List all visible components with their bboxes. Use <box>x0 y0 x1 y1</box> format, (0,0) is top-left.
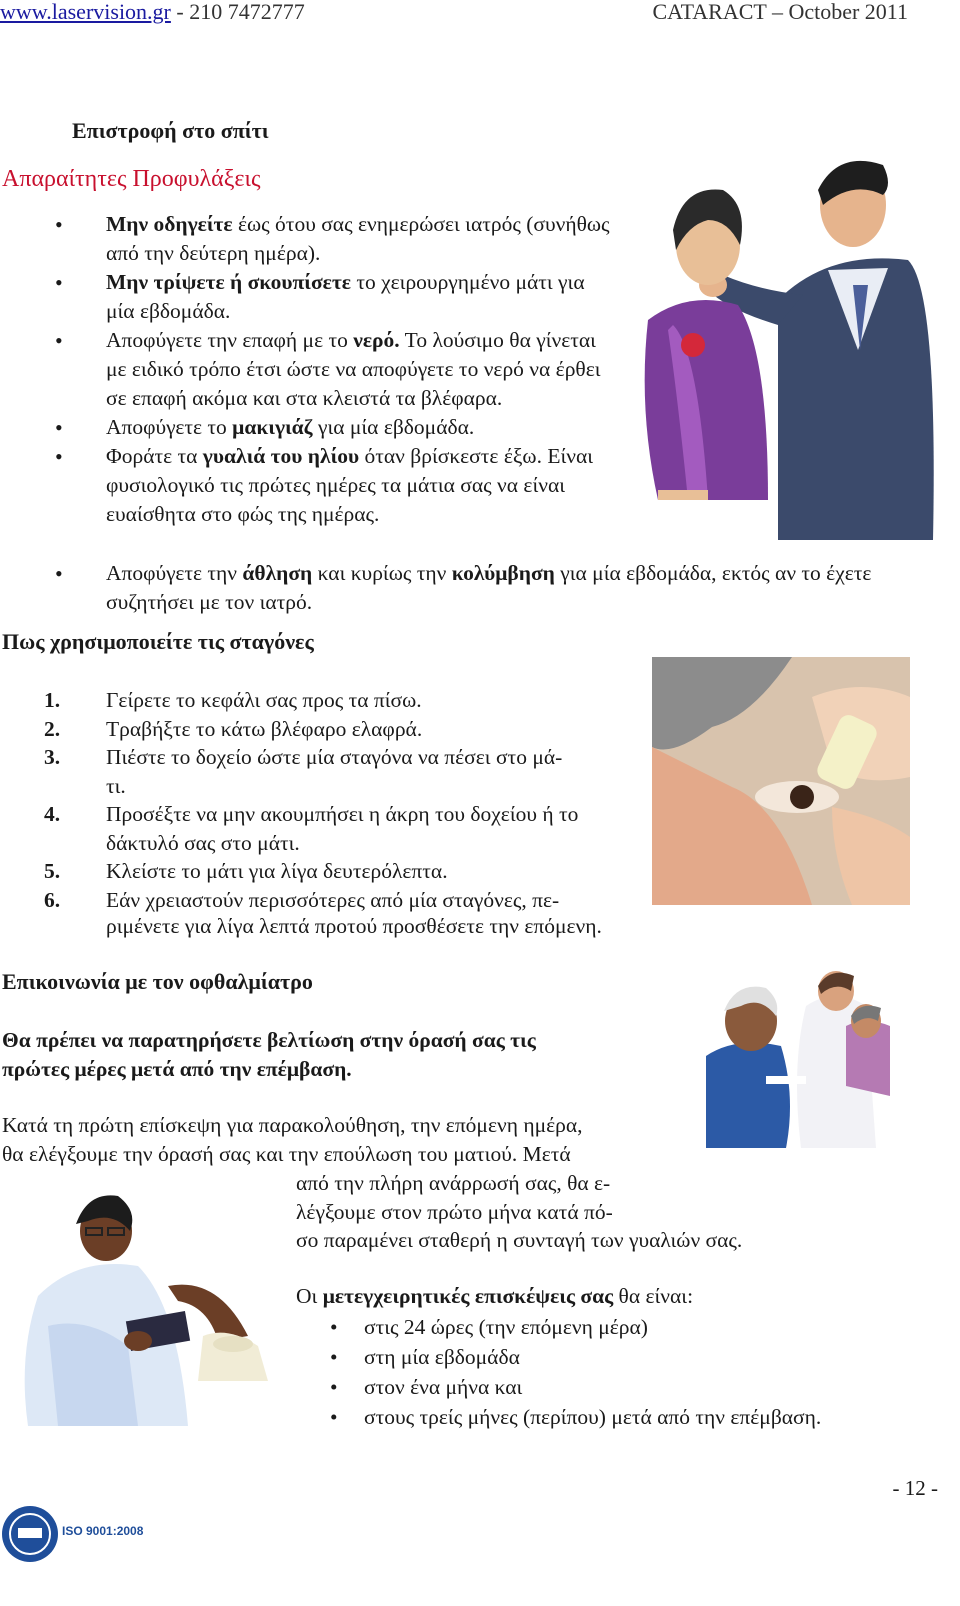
woman-phone-illustration <box>18 1186 286 1426</box>
list-item: 5. Κλείστε το μάτι για λίγα δευτερόλεπτα. <box>44 859 448 883</box>
improvement-note-line2: πρώτες μέρες μετά από την επέμβαση. <box>2 1057 352 1081</box>
list-item: 1. Γείρετε το κεφάλι σας προς τα πίσω. <box>44 688 422 712</box>
improvement-note-line1: Θα πρέπει να παρατηρήσετε βελτίωση στην όρασή σας τις <box>2 1028 536 1052</box>
precautions-list-wide <box>0 559 940 617</box>
followup-line2: θα ελέγξουμε την όρασή σας και την επούλωση του ματιού. Μετά <box>2 1142 571 1166</box>
list-item: • Μην οδηγείτε έως ότου σας ενημερώσει ιατρός (συνήθως από την δεύτερη ημέρα). <box>0 210 612 268</box>
section-title-contact: Επικοινωνία με τον οφθαλμίατρο <box>2 969 313 994</box>
list-item: • στον ένα μήνα και <box>296 1372 916 1402</box>
header-right: CATARACT – October 2011 <box>652 0 908 24</box>
visits-intro: Οι μετεγχειρητικές επισκέψεις σας θα είναι: <box>296 1284 694 1308</box>
list-item: 6. Εάν χρειαστούν περισσότερες από μία σταγόνες, πε- <box>44 887 560 912</box>
website-link[interactable]: www.laservision.gr <box>0 0 171 24</box>
precautions-list <box>0 210 612 529</box>
step6-continuation: ριμένετε για λίγα λεπτά προτού προσθέσετε την επόμενη. <box>106 914 602 938</box>
list-item: • στις 24 ώρες (την επόμενη μέρα) <box>296 1312 916 1342</box>
list-item: • Μην τρίψετε ή σκουπίσετε το χειρουργημένο μάτι για μία εβδομάδα. <box>0 268 612 326</box>
followup-line4: λέγξουμε στον πρώτο μήνα κατά πό- <box>296 1200 613 1224</box>
iso-label: ISO 9001:2008 <box>62 1524 144 1538</box>
visits-list <box>296 1312 916 1432</box>
list-item: • Αποφύγετε την άθληση και κυρίως την κολύμβηση για μία εβδομάδα, εκτός αν το έχετε συζητήσει με τον ιατρό. <box>0 559 940 617</box>
list-item: • στη μία εβδομάδα <box>296 1342 916 1372</box>
drops-steps <box>0 686 640 914</box>
header-left <box>0 0 305 24</box>
eye-drops-illustration <box>652 657 910 905</box>
list-item: 3. Πιέστε το δοχείο ώστε μία σταγόνα να πέσει στο μά- τι. <box>44 745 563 798</box>
list-item: • στους τρείς μήνες (περίπου) μετά από την επέμβαση. <box>296 1402 916 1432</box>
doctor-visit-illustration <box>706 966 890 1148</box>
list-item: 4. Προσέξτε να μην ακουμπήσει η άκρη του δοχείου ή το δάκτυλό σας στο μάτι. <box>44 802 579 855</box>
followup-line5: σο παραμένει σταθερή η συνταγή των γυαλιών σας. <box>296 1228 743 1252</box>
followup-line1: Κατά τη πρώτη επίσκεψη για παρακολούθηση, την επόμενη ημέρα, <box>2 1113 583 1137</box>
header-phone: - 210 7472777 <box>170 0 305 24</box>
section-title-home: Επιστροφή στο σπίτι <box>72 118 269 143</box>
certification-seal-logo <box>0 1500 58 1564</box>
list-item: • Αποφύγετε το μακιγιάζ για μία εβδομάδα. <box>0 413 612 442</box>
couple-illustration <box>628 150 936 540</box>
list-item: • Αποφύγετε την επαφή με το νερό. Το λούσιμο θα γίνεται με ειδικό τρόπο έτσι ώστε να αποφύγετε το νερό να έρθει σε επαφή ακόμα και στα κλειστά τα βλέφαρα. <box>0 326 612 413</box>
page-number: - 12 - <box>892 1476 938 1500</box>
section-subtitle-precautions: Απαραίτητες Προφυλάξεις <box>2 166 261 192</box>
section-title-drops: Πως χρησιμοποιείτε τις σταγόνες <box>2 629 314 654</box>
list-item: • Φοράτε τα γυαλιά του ηλίου όταν βρίσκεστε έξω. Είναι φυσιολογικό τις πρώτες ημέρες τα μάτια σας να είναι ευαίσθητα στο φώς της ημέρας. <box>0 442 612 529</box>
list-item: 2. Τραβήξτε το κάτω βλέφαρο ελαφρά. <box>44 716 423 741</box>
followup-line3: από την πλήρη ανάρρωσή σας, θα ε- <box>296 1171 611 1195</box>
